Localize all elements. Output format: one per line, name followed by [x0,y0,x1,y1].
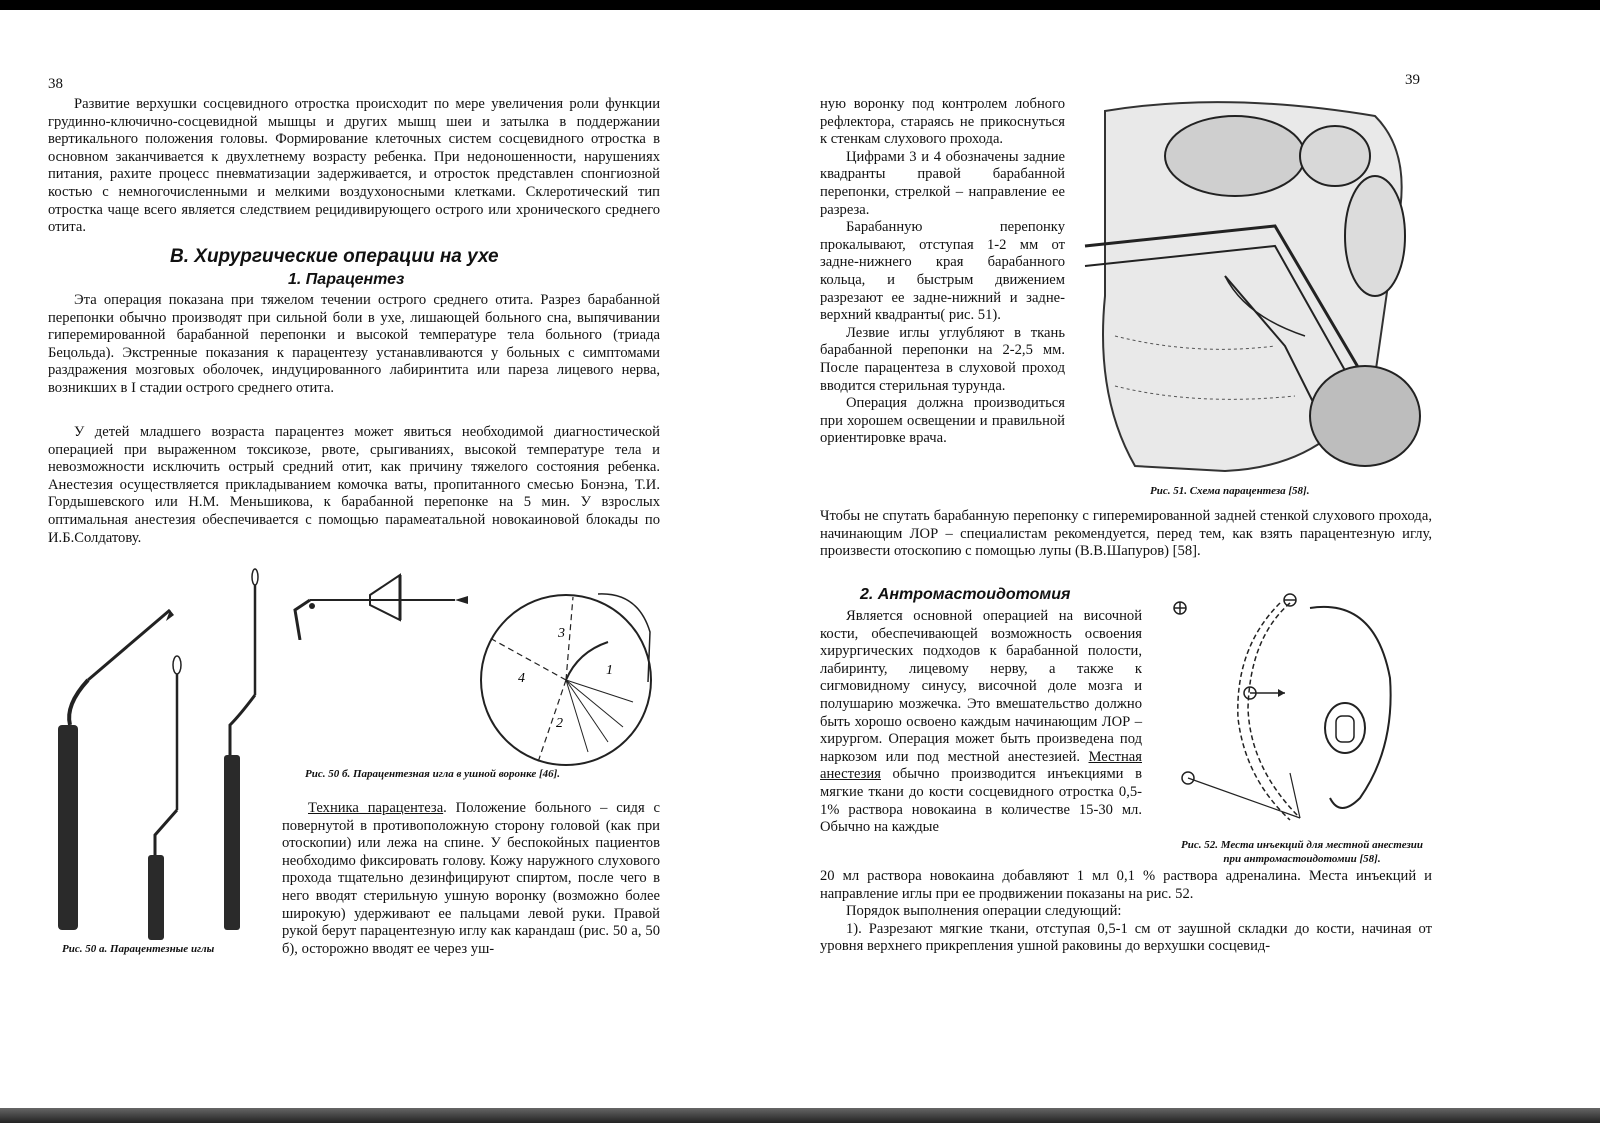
right-column-text: ную воронку под контролем лобного рефлектора, стараясь не прикоснуться к стенкам слухового прохода. Цифрами 3 и 4 обозначены задние квадранты правой барабанной перепонки, стрелкой – направление ее разреза. Барабанную перепонку прокалывают, отступая 1-2 мм от задне-нижнего края барабанного кольца, и быстрым движением разрезают ее задне-нижний и задне-верхний квадранты( рис. 51). Лезвие иглы углубляют в ткань барабанной перепонки на 2-2,5 мм. После парацентеза в слуховой проход вводится стерильная турунда. Операция должна производиться при хорошем освещении и правильной ориентировке врача. [820,96,1065,447]
technique-title: Техника парацентеза [308,800,444,816]
section-title: В. Хирургические операции на ухе [170,246,499,267]
quadrant-label-1: 1 [606,663,613,678]
fig52-caption: Рис. 52. Места инъекций для местной анестезии при антромастоидотомии [58]. [1181,839,1423,865]
right-full-para-2: 20 мл раствора новокаина добавляют 1 мл 0,1 % раствора адреналина. Места инъекций и направление иглы при ее продвижении показаны на рис. 52. Порядок выполнения операции следующий: 1). Разрезают мягкие ткани, отступая 0,5-1 см от заушной складки до кости, начиная от уровня верхнего прикрепления ушной раковины до верхушки сосцевид- [820,868,1432,955]
local-anesthesia-term: Местная анестезия [820,748,1142,783]
subsection-title-paracentesis: 1. Парацентез [288,271,405,288]
anthromastoidotomy-paragraph: Является основной операцией на височной кости, обеспечивающей возможность освоения хирургических подходов к барабанной полости, лабиринту, лицевому нерву, а также к сигмовидному синусу, височной доле мозга и полушарию мозжечка. Это вмешательство должно быть хорошо освоено каждым начинающим ЛОР – хирургом. Операция может быть произведена под наркозом или под местной анестезией. Местная анестезия обычно производится инъекциями в мягкие ткани до кости сосцевидного отростка 0,5-1% раствора новокаина в количестве 15-30 мл. Обычно на каждые [820,608,1142,836]
fig50a-caption: Рис. 50 а. Парацентезные иглы [62,943,215,955]
left-para-2: Эта операция показана при тяжелом течении острого среднего отита. Разрез барабанной перепонки обычно производят при сильной боли в ухе, лишающей больного сна, выпячивании гиперемированной барабанной перепонки и высокой температуре тела больного (триада Бецольда). Экстренные показания к парацентезу устанавливаются у больных с симптомами раздражения мозговых оболочек, индуцированного лабиринтита или пареза лицевого нерва, возникших в I стадии острого среднего отита. [48,292,660,396]
fig51-caption: Рис. 51. Схема парацентеза [58]. [1150,485,1310,497]
quadrant-label-2: 2 [556,716,563,731]
page-number-left: 38 [48,76,63,92]
subsection-title-anthromastoidotomy: 2. Антромастоидотомия [860,586,1071,603]
left-para-3: У детей младшего возраста парацентез может явиться необходимой диагностической операцией при выраженном токсикозе, рвоте, срыгиваниях, высокой температуре тела и невозможности исключить острый средний отит, как причину тяжелого состояния ребенка. Анестезия осуществляется прикладыванием комочка ваты, пропитанного смесью Бонэна, Т.И. Гордышевского или Н.М. Меньшикова, к барабанной перепонке на 5 мин. У взрослых оптимальная анестезия обеспечивается с помощью парамеатальной новокаиновой блокады по И.Б.Солдатову. [48,424,660,546]
scan-top-border [0,0,1600,10]
quadrant-label-3: 3 [558,626,565,641]
paracentesis-needles-figure [30,565,270,950]
injection-sites-figure [1160,588,1405,833]
page-number-right: 39 [1405,72,1420,88]
paracentesis-scheme-figure [1075,96,1425,481]
fig50b-caption: Рис. 50 б. Парацентезная игла в ушной воронке [46]. [305,768,561,780]
left-para-1: Развитие верхушки сосцевидного отростка происходит по мере увеличения роли функции грудинно-ключично-сосцевидной мышцы и других мышц шеи и затылка в поддержании вертикального положения головы. Формирование клеточных систем сосцевидного отростка в основном заканчивается к двухлетнему возрасту ребенка. При недоношенности, нарушениях питания, рахите процесс пневматизации задерживается, и отросток представлен спонгиозной костью с немногочисленными и мелкими воздухоносными клетками. Склеротический тип отростка чаще всего является следствием рецидивирующего острого или хронического среднего отита. [48,96,660,236]
technique-paragraph: Техника парацентеза. Положение больного – сидя с повернутой в противоположную сторону головой (как при отоскопии) или лежа на спине. У беспокойных пациентов необходимо фиксировать голову. Кожу наружного слухового прохода тщательно дезинфицируют спиртом, после чего в него вводят стерильную ушную воронку (возможно более широкую) удерживают ее пальцами левой руки. Правой рукой берут парацентезную иглу как карандаш (рис. 50 а, 50 б), осторожно вводят ее через уш- [282,800,660,957]
eardrum-quadrants-diagram [478,582,658,772]
right-full-para-1: Чтобы не спутать барабанную перепонку с гиперемированной задней стенкой слухового прохода, начинающим ЛОР – специалистам рекомендуется, перед тем, как взять парацентезную иглу, произвести отоскопию с помощью лупы (В.В.Шапуров) [58]. [820,508,1432,560]
quadrant-label-4: 4 [518,671,525,686]
needle-in-speculum-figure [280,570,480,640]
scan-bottom-border [0,1108,1600,1123]
